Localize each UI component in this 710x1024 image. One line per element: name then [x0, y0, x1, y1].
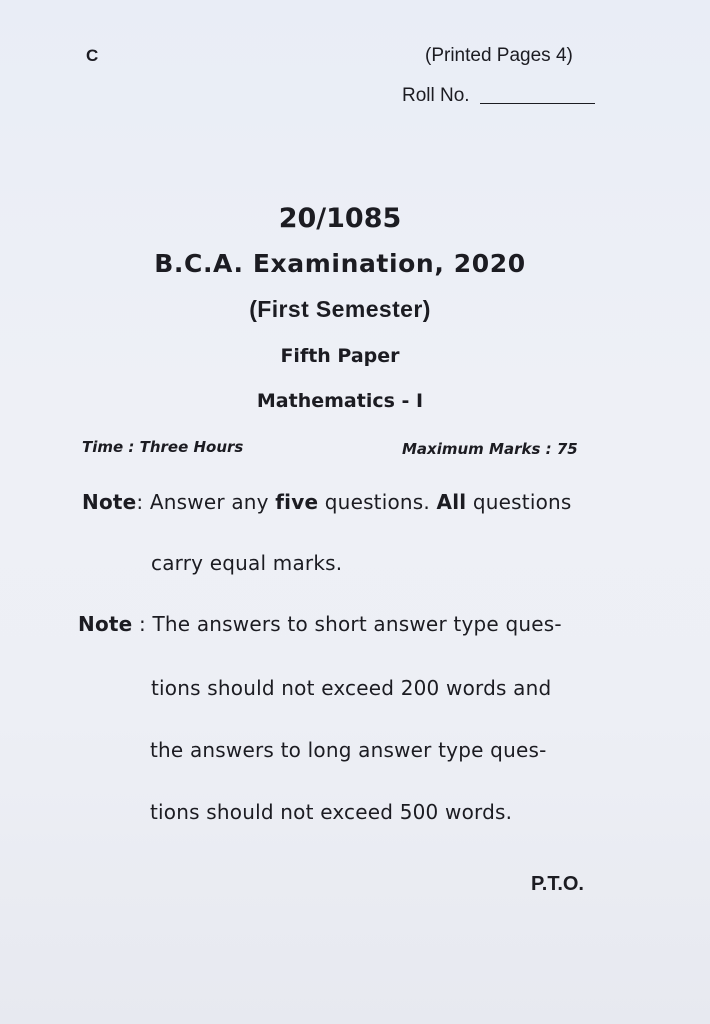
semester: (First Semester) [249, 296, 431, 322]
paper-series-code: C [86, 46, 99, 65]
note-1-text-c: questions [466, 490, 572, 514]
note-1-line-2: carry equal marks. [151, 551, 343, 575]
note-1-bold-five: five [275, 490, 319, 514]
note-1-text-b: questions. [318, 490, 437, 514]
printed-pages-count: (Printed Pages 4) [425, 45, 573, 66]
note-2-text: The answers to short answer type ques- [152, 612, 562, 636]
time-allowed: Time : Three Hours [82, 438, 244, 456]
paper-code: 20/1085 [278, 203, 402, 234]
roll-no-label: Roll No. [402, 85, 470, 106]
note-1-separator: : [136, 490, 150, 514]
maximum-marks: Maximum Marks : 75 [402, 440, 578, 458]
note-2-line-2: tions should not exceed 200 words and [151, 676, 552, 700]
exam-title: B.C.A. Examination, 2020 [154, 249, 526, 278]
roll-no-blank-line [480, 103, 595, 104]
note-2-line-4: tions should not exceed 500 words. [150, 800, 513, 824]
note-1-text-a: Answer any [149, 490, 276, 514]
please-turn-over: P.T.O. [531, 873, 584, 895]
note-1-label: Note [82, 490, 137, 514]
note-2-label: Note [78, 612, 133, 636]
note-2-separator: : [132, 612, 153, 636]
subject-title: Mathematics - I [256, 390, 424, 412]
paper-number: Fifth Paper [280, 345, 400, 367]
note-2-line-1 [78, 612, 562, 636]
note-1-line-1 [82, 490, 572, 514]
note-2-line-3: the answers to long answer type ques- [150, 738, 547, 762]
note-1-bold-all: All [436, 490, 467, 514]
